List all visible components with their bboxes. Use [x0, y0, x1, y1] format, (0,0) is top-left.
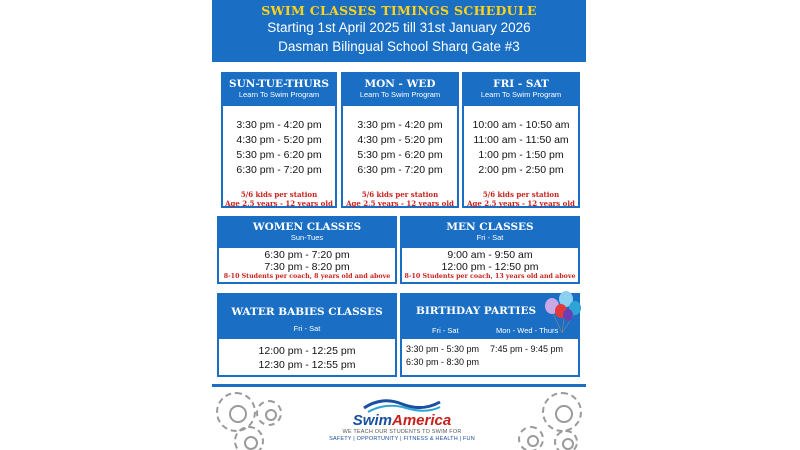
class-info-note: 8-10 Students per coach, 8 years old and above — [223, 273, 391, 280]
schedule-poster — [212, 0, 586, 450]
time-slot: 12:00 pm - 12:25 pm — [258, 345, 356, 357]
brand-america: America — [391, 412, 452, 429]
card-title: MON - WED — [364, 78, 436, 90]
card-title: WATER BABIES CLASSES — [231, 306, 383, 318]
card-header — [402, 218, 578, 248]
gear-icon — [256, 400, 282, 426]
card-header — [219, 295, 395, 339]
card-women-classes — [217, 216, 397, 284]
brand-swim: Swim — [352, 412, 392, 429]
time-slot: 5:30 pm - 6:20 pm — [357, 149, 443, 161]
wave-icon — [362, 394, 442, 414]
time-slot: 9:00 am - 9:50 am — [447, 249, 533, 261]
time-slot: 11:00 am - 11:50 am — [473, 134, 569, 146]
location: Dasman Bilingual School Sharq Gate #3 — [278, 39, 520, 54]
time-slots — [402, 248, 578, 273]
card-title: BIRTHDAY PARTIES — [415, 305, 537, 317]
time-slot: 3:30 pm - 4:20 pm — [357, 119, 443, 131]
age-range-note: Age 2.5 years - 12 years old — [346, 199, 454, 208]
gear-icon — [554, 430, 578, 450]
footer-divider — [212, 384, 586, 387]
gear-icon — [234, 426, 264, 450]
time-slot: 3:30 pm - 4:20 pm — [236, 119, 322, 131]
tagline: WE TEACH OUR STUDENTS TO SWIM FOR — [342, 429, 462, 435]
card-birthday-parties — [400, 293, 580, 377]
card-water-babies — [217, 293, 397, 377]
time-slot: 10:00 am - 10:50 am — [472, 119, 570, 131]
card-header — [402, 295, 578, 339]
time-slots — [223, 106, 335, 178]
swimamerica-logo — [322, 392, 482, 448]
time-slots — [402, 339, 578, 375]
card-subtitle-weekday: Mon - Wed - Thurs — [496, 326, 559, 335]
time-slot: 4:30 pm - 5:20 pm — [236, 134, 322, 146]
poster-header — [212, 0, 586, 62]
gear-icon — [518, 426, 544, 450]
class-capacity-note: 5/6 kids per station — [240, 190, 318, 199]
class-info-note: 8-10 Students per coach, 13 years old and above — [404, 273, 576, 280]
class-capacity-note: 5/6 kids per station — [361, 190, 439, 199]
class-capacity-note: 5/6 kids per station — [482, 190, 560, 199]
card-sun-tue-thurs — [221, 72, 337, 208]
time-slot: 7:45 pm - 9:45 pm — [490, 344, 564, 354]
time-slot: 3:30 pm - 5:30 pm — [406, 344, 480, 354]
gear-icon — [542, 392, 582, 432]
time-slot: 12:30 pm - 12:55 pm — [258, 359, 356, 371]
card-fri-sat — [462, 72, 580, 208]
age-range-note: Age 2.5 years - 12 years old — [225, 199, 333, 208]
card-subtitle: Learn To Swim Program — [480, 90, 562, 99]
card-title: SUN-TUE-THURS — [229, 78, 329, 90]
time-slot: 6:30 pm - 7:20 pm — [357, 164, 443, 176]
card-header — [223, 74, 335, 106]
card-header — [343, 74, 457, 106]
date-range: Starting 1st April 2025 till 31st January 2026 — [267, 20, 531, 35]
card-subtitle: Fri - Sat — [293, 324, 321, 333]
card-subtitle-weekend: Fri - Sat — [432, 326, 459, 335]
time-slots — [464, 106, 578, 178]
time-slot: 6:30 pm - 8:30 pm — [406, 357, 480, 367]
card-title: FRI - SAT — [493, 78, 549, 90]
age-range-note: Age 2.5 years - 12 years old — [467, 199, 575, 208]
tagline-values: SAFETY | OPPORTUNITY | FITNESS & HEALTH | FUN — [329, 436, 475, 442]
balloons-icon — [542, 289, 584, 333]
card-header — [219, 218, 395, 248]
card-subtitle: Fri - Sat — [476, 233, 504, 242]
card-mon-wed — [341, 72, 459, 208]
card-title: WOMEN CLASSES — [252, 221, 362, 233]
poster-title: SWIM CLASSES TIMINGS SCHEDULE — [261, 3, 537, 18]
time-slot: 5:30 pm - 6:20 pm — [236, 149, 322, 161]
card-title: MEN CLASSES — [446, 221, 534, 233]
time-slot: 1:00 pm - 1:50 pm — [478, 149, 564, 161]
time-slot: 7:30 pm - 8:20 pm — [264, 261, 350, 273]
card-subtitle: Learn To Swim Program — [238, 90, 320, 99]
brand-name — [322, 412, 482, 429]
card-subtitle: Sun-Tues — [290, 233, 324, 242]
card-men-classes — [400, 216, 580, 284]
time-slots — [343, 106, 457, 178]
time-slots — [219, 339, 395, 372]
card-subtitle: Learn To Swim Program — [359, 90, 441, 99]
time-slots — [219, 248, 395, 273]
time-slot: 6:30 pm - 7:20 pm — [264, 249, 350, 261]
time-slot: 2:00 pm - 2:50 pm — [478, 164, 564, 176]
time-slot: 4:30 pm - 5:20 pm — [357, 134, 443, 146]
time-slot: 6:30 pm - 7:20 pm — [236, 164, 322, 176]
time-slot: 12:00 pm - 12:50 pm — [441, 261, 539, 273]
card-header — [464, 74, 578, 106]
